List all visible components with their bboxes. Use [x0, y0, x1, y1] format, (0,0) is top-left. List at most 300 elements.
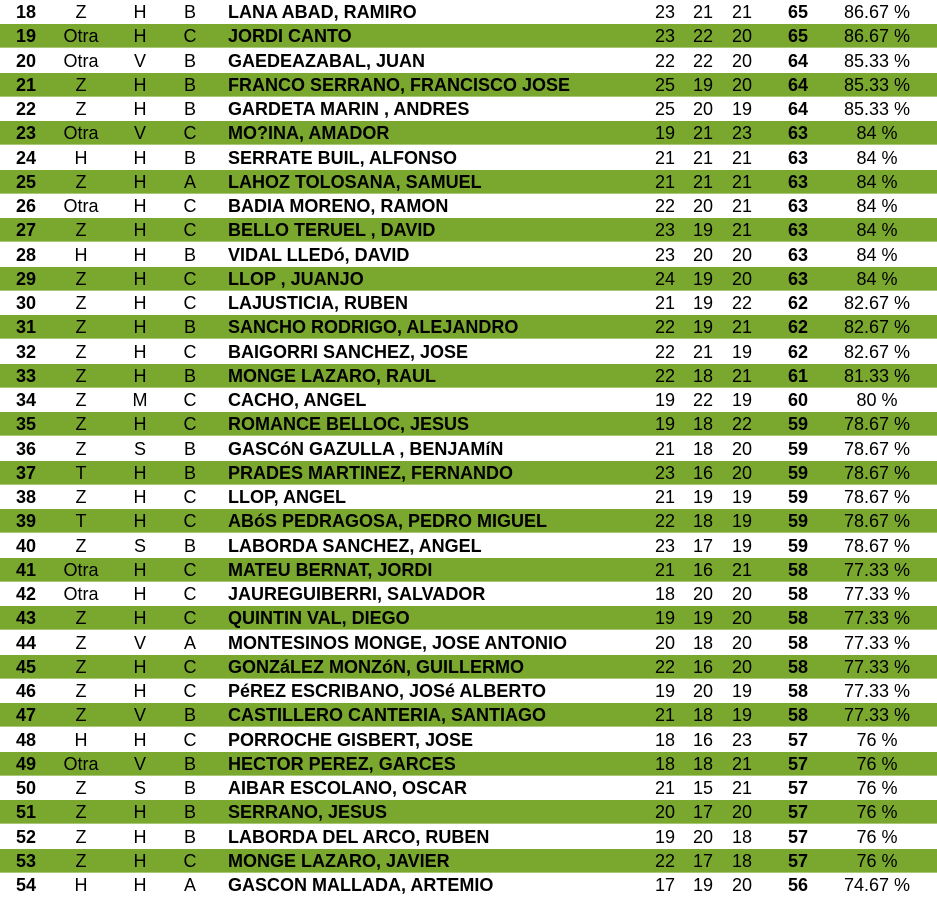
score-1-cell: 21 — [654, 559, 676, 580]
total-score-cell: 63 — [787, 244, 809, 265]
total-score-cell: 59 — [787, 487, 809, 507]
score-2-cell: 16 — [692, 729, 714, 750]
position-cell: 54 — [15, 875, 37, 895]
position-cell: 46 — [15, 681, 37, 701]
group-cell: B — [183, 462, 196, 483]
participant-name: HECTOR PEREZ, GARCES — [228, 753, 456, 774]
sex-cell: H — [133, 99, 147, 119]
table-row — [0, 606, 937, 630]
score-1-cell: 20 — [654, 632, 676, 653]
sex-cell: H — [133, 584, 147, 604]
score-2-cell: 19 — [692, 74, 714, 95]
sex-cell: S — [133, 438, 146, 459]
group-cell: B — [183, 99, 196, 119]
percentage-cell: 84 % — [856, 196, 898, 216]
score-1-cell: 22 — [654, 511, 676, 532]
total-score-cell: 64 — [787, 74, 809, 95]
percentage-cell: 85.33 % — [843, 74, 911, 95]
participant-name: ROMANCE BELLOC, JESUS — [228, 414, 470, 435]
score-2-cell: 21 — [692, 123, 714, 144]
participant-name: MONTESINOS MONGE, JOSE ANTONIO — [228, 632, 568, 653]
table-row — [0, 461, 937, 485]
score-1-cell: 21 — [654, 171, 676, 192]
score-1-cell: 18 — [654, 753, 676, 774]
score-3-cell: 21 — [731, 147, 753, 168]
participant-name: GARDETA MARIN , ANDRES — [228, 99, 470, 119]
score-2-cell: 22 — [692, 50, 714, 71]
score-2-cell: 16 — [692, 656, 714, 677]
group-cell: B — [183, 778, 196, 798]
table-row — [0, 267, 937, 291]
table-row — [0, 0, 937, 24]
group-cell: C — [183, 656, 197, 677]
total-score-cell: 63 — [787, 123, 809, 144]
position-cell: 52 — [15, 826, 37, 847]
score-1-cell: 24 — [654, 268, 676, 289]
table-row — [0, 146, 937, 170]
score-2-cell: 20 — [692, 196, 714, 216]
percentage-cell: 84 % — [856, 147, 898, 168]
score-1-cell: 19 — [654, 123, 676, 144]
score-1-cell: 19 — [654, 414, 676, 435]
score-2-cell: 19 — [692, 608, 714, 629]
total-score-cell: 59 — [787, 462, 809, 483]
group-cell: B — [183, 365, 196, 386]
participant-name: GASCóN GAZULLA , BENJAMíN — [228, 438, 504, 459]
percentage-cell: 76 % — [856, 850, 898, 871]
category-cell: H — [74, 147, 88, 168]
sex-cell: H — [133, 220, 147, 241]
category-cell: Z — [75, 778, 87, 798]
category-cell: Otra — [63, 26, 99, 47]
sex-cell: H — [133, 681, 147, 701]
participant-name: MONGE LAZARO, JAVIER — [228, 850, 450, 871]
category-cell: Z — [75, 341, 87, 362]
sex-cell: H — [133, 147, 147, 168]
score-3-cell: 20 — [731, 74, 753, 95]
participant-name: BADIA MORENO, RAMON — [228, 196, 449, 216]
score-3-cell: 20 — [731, 244, 753, 265]
position-cell: 19 — [15, 26, 37, 47]
position-cell: 31 — [15, 317, 37, 338]
category-cell: Otra — [63, 50, 99, 71]
participant-name: FRANCO SERRANO, FRANCISCO JOSE — [228, 74, 571, 95]
percentage-cell: 84 % — [856, 123, 898, 144]
participant-name: VIDAL LLEDó, DAVID — [228, 244, 410, 265]
category-cell: H — [74, 244, 88, 265]
participant-name: LAHOZ TOLOSANA, SAMUEL — [228, 171, 482, 192]
total-score-cell: 62 — [787, 317, 809, 338]
sex-cell: H — [133, 462, 147, 483]
category-cell: Z — [75, 487, 87, 507]
position-cell: 39 — [15, 511, 37, 532]
category-cell: Z — [75, 850, 87, 871]
score-2-cell: 20 — [692, 99, 714, 119]
score-2-cell: 18 — [692, 438, 714, 459]
category-cell: Otra — [63, 753, 99, 774]
total-score-cell: 58 — [787, 705, 809, 726]
score-2-cell: 21 — [692, 341, 714, 362]
score-3-cell: 21 — [731, 559, 753, 580]
sex-cell: H — [133, 802, 147, 823]
category-cell: Z — [75, 705, 87, 726]
score-3-cell: 21 — [731, 317, 753, 338]
percentage-cell: 78.67 % — [843, 535, 911, 556]
percentage-cell: 77.33 % — [843, 584, 911, 604]
group-cell: B — [183, 317, 196, 338]
table-row — [0, 412, 937, 436]
score-2-cell: 22 — [692, 26, 714, 47]
group-cell: C — [183, 681, 197, 701]
score-2-cell: 17 — [692, 802, 714, 823]
table-row — [0, 631, 937, 655]
table-row — [0, 49, 937, 73]
category-cell: Z — [75, 74, 87, 95]
total-score-cell: 63 — [787, 268, 809, 289]
percentage-cell: 84 % — [856, 268, 898, 289]
score-1-cell: 21 — [654, 293, 676, 313]
sex-cell: H — [133, 826, 147, 847]
table-row — [0, 315, 937, 339]
total-score-cell: 63 — [787, 147, 809, 168]
participant-name: LAJUSTICIA, RUBEN — [228, 293, 409, 313]
group-cell: C — [183, 487, 197, 507]
score-2-cell: 20 — [692, 584, 714, 604]
score-3-cell: 20 — [731, 875, 753, 895]
group-cell: B — [183, 802, 196, 823]
category-cell: T — [75, 462, 87, 483]
score-2-cell: 20 — [692, 681, 714, 701]
score-3-cell: 18 — [731, 850, 753, 871]
percentage-cell: 74.67 % — [843, 875, 911, 895]
group-cell: A — [183, 875, 196, 895]
total-score-cell: 58 — [787, 656, 809, 677]
score-1-cell: 23 — [654, 244, 676, 265]
participant-name: MONGE LAZARO, RAUL — [228, 365, 436, 386]
score-1-cell: 22 — [654, 850, 676, 871]
percentage-cell: 78.67 % — [843, 438, 911, 459]
score-3-cell: 21 — [731, 2, 753, 22]
score-3-cell: 21 — [731, 220, 753, 241]
position-cell: 49 — [15, 753, 37, 774]
total-score-cell: 63 — [787, 220, 809, 241]
group-cell: B — [183, 753, 196, 774]
group-cell: C — [183, 390, 197, 410]
group-cell: C — [183, 559, 197, 580]
score-3-cell: 20 — [731, 50, 753, 71]
participant-name: JAUREGUIBERRI, SALVADOR — [228, 584, 486, 604]
score-3-cell: 20 — [731, 26, 753, 47]
score-1-cell: 21 — [654, 705, 676, 726]
score-2-cell: 21 — [692, 2, 714, 22]
sex-cell: H — [133, 2, 147, 22]
score-1-cell: 25 — [654, 74, 676, 95]
score-2-cell: 18 — [692, 632, 714, 653]
sex-cell: V — [133, 753, 146, 774]
sex-cell: H — [133, 244, 147, 265]
group-cell: B — [183, 826, 196, 847]
percentage-cell: 78.67 % — [843, 487, 911, 507]
category-cell: Z — [75, 802, 87, 823]
table-row — [0, 340, 937, 364]
total-score-cell: 63 — [787, 171, 809, 192]
score-3-cell: 19 — [731, 99, 753, 119]
table-row — [0, 121, 937, 145]
score-3-cell: 20 — [731, 268, 753, 289]
score-3-cell: 23 — [731, 123, 753, 144]
position-cell: 29 — [15, 268, 37, 289]
participant-name: SERRANO, JESUS — [228, 802, 388, 823]
percentage-cell: 81.33 % — [843, 365, 911, 386]
sex-cell: H — [133, 850, 147, 871]
score-2-cell: 18 — [692, 365, 714, 386]
table-row — [0, 437, 937, 461]
score-1-cell: 23 — [654, 220, 676, 241]
table-row — [0, 170, 937, 194]
position-cell: 32 — [15, 341, 37, 362]
table-row — [0, 291, 937, 315]
participant-name: LABORDA SANCHEZ, ANGEL — [228, 535, 482, 556]
score-2-cell: 17 — [692, 850, 714, 871]
table-row — [0, 534, 937, 558]
total-score-cell: 57 — [787, 753, 809, 774]
participant-name: ABóS PEDRAGOSA, PEDRO MIGUEL — [228, 511, 548, 532]
position-cell: 37 — [15, 462, 37, 483]
percentage-cell: 85.33 % — [843, 99, 911, 119]
sex-cell: H — [133, 341, 147, 362]
group-cell: B — [183, 2, 196, 22]
score-3-cell: 19 — [731, 487, 753, 507]
score-3-cell: 20 — [731, 438, 753, 459]
total-score-cell: 59 — [787, 511, 809, 532]
group-cell: B — [183, 147, 196, 168]
participant-name: BAIGORRI SANCHEZ, JOSE — [228, 341, 469, 362]
score-2-cell: 20 — [692, 244, 714, 265]
score-1-cell: 19 — [654, 608, 676, 629]
group-cell: B — [183, 74, 196, 95]
score-2-cell: 20 — [692, 826, 714, 847]
group-cell: B — [183, 244, 196, 265]
group-cell: C — [183, 341, 197, 362]
group-cell: C — [183, 220, 197, 241]
category-cell: Z — [75, 632, 87, 653]
position-cell: 26 — [15, 196, 37, 216]
category-cell: H — [74, 875, 88, 895]
category-cell: Z — [75, 656, 87, 677]
percentage-cell: 77.33 % — [843, 656, 911, 677]
score-2-cell: 18 — [692, 414, 714, 435]
score-2-cell: 22 — [692, 390, 714, 410]
position-cell: 30 — [15, 293, 37, 313]
percentage-cell: 86.67 % — [843, 26, 911, 47]
percentage-cell: 82.67 % — [843, 317, 911, 338]
percentage-cell: 78.67 % — [843, 414, 911, 435]
total-score-cell: 57 — [787, 850, 809, 871]
total-score-cell: 63 — [787, 196, 809, 216]
participant-name: AIBAR ESCOLANO, OSCAR — [228, 778, 468, 798]
score-2-cell: 19 — [692, 268, 714, 289]
sex-cell: H — [133, 74, 147, 95]
position-cell: 28 — [15, 244, 37, 265]
percentage-cell: 78.67 % — [843, 462, 911, 483]
score-3-cell: 20 — [731, 608, 753, 629]
position-cell: 22 — [15, 99, 37, 119]
score-2-cell: 16 — [692, 559, 714, 580]
category-cell: Z — [75, 317, 87, 338]
group-cell: C — [183, 584, 197, 604]
score-3-cell: 20 — [731, 462, 753, 483]
score-1-cell: 19 — [654, 826, 676, 847]
score-2-cell: 19 — [692, 293, 714, 313]
sex-cell: H — [133, 171, 147, 192]
category-cell: Otra — [63, 559, 99, 580]
score-3-cell: 20 — [731, 656, 753, 677]
position-cell: 20 — [15, 50, 37, 71]
score-1-cell: 22 — [654, 656, 676, 677]
sex-cell: H — [133, 317, 147, 338]
participant-name: GONZáLEZ MONZóN, GUILLERMO — [228, 656, 524, 677]
participant-name: LLOP, ANGEL — [228, 487, 347, 507]
participant-name: JORDI CANTO — [228, 26, 352, 47]
position-cell: 48 — [15, 729, 37, 750]
table-row — [0, 703, 937, 727]
category-cell: Z — [75, 2, 87, 22]
sex-cell: H — [133, 559, 147, 580]
group-cell: C — [183, 293, 197, 313]
table-row — [0, 776, 937, 800]
total-score-cell: 59 — [787, 438, 809, 459]
score-3-cell: 19 — [731, 341, 753, 362]
position-cell: 45 — [15, 656, 37, 677]
score-1-cell: 22 — [654, 341, 676, 362]
score-3-cell: 21 — [731, 196, 753, 216]
score-3-cell: 21 — [731, 171, 753, 192]
percentage-cell: 77.33 % — [843, 632, 911, 653]
score-3-cell: 20 — [731, 584, 753, 604]
group-cell: C — [183, 608, 197, 629]
position-cell: 50 — [15, 778, 37, 798]
total-score-cell: 58 — [787, 608, 809, 629]
position-cell: 47 — [15, 705, 37, 726]
table-row — [0, 655, 937, 679]
percentage-cell: 76 % — [856, 753, 898, 774]
score-1-cell: 23 — [654, 535, 676, 556]
group-cell: C — [183, 729, 197, 750]
score-3-cell: 19 — [731, 535, 753, 556]
group-cell: A — [183, 171, 196, 192]
score-2-cell: 18 — [692, 705, 714, 726]
table-row — [0, 218, 937, 242]
score-1-cell: 19 — [654, 390, 676, 410]
total-score-cell: 56 — [787, 875, 809, 895]
participant-name: LANA ABAD, RAMIRO — [228, 2, 417, 22]
participant-name: CASTILLERO CANTERIA, SANTIAGO — [228, 705, 546, 726]
category-cell: Z — [75, 535, 87, 556]
group-cell: C — [183, 123, 197, 144]
category-cell: Otra — [63, 196, 99, 216]
participant-name: GASCON MALLADA, ARTEMIO — [228, 875, 494, 895]
position-cell: 21 — [15, 74, 37, 95]
category-cell: Z — [75, 438, 87, 459]
participant-name: QUINTIN VAL, DIEGO — [228, 608, 410, 629]
score-3-cell: 18 — [731, 826, 753, 847]
sex-cell: M — [132, 390, 148, 410]
category-cell: Z — [75, 390, 87, 410]
sex-cell: H — [133, 608, 147, 629]
position-cell: 23 — [15, 123, 37, 144]
total-score-cell: 65 — [787, 2, 809, 22]
participant-name: PRADES MARTINEZ, FERNANDO — [228, 462, 514, 483]
group-cell: C — [183, 26, 197, 47]
position-cell: 42 — [15, 584, 37, 604]
score-2-cell: 21 — [692, 147, 714, 168]
participant-name: SERRATE BUIL, ALFONSO — [228, 147, 457, 168]
score-1-cell: 21 — [654, 438, 676, 459]
table-row — [0, 243, 937, 267]
sex-cell: H — [133, 26, 147, 47]
total-score-cell: 60 — [787, 390, 809, 410]
score-2-cell: 19 — [692, 220, 714, 241]
total-score-cell: 58 — [787, 559, 809, 580]
group-cell: B — [183, 705, 196, 726]
score-2-cell: 19 — [692, 317, 714, 338]
group-cell: C — [183, 268, 197, 289]
table-row — [0, 752, 937, 776]
sex-cell: H — [133, 487, 147, 507]
category-cell: Z — [75, 608, 87, 629]
sex-cell: V — [133, 50, 146, 71]
group-cell: A — [183, 632, 196, 653]
percentage-cell: 76 % — [856, 778, 898, 798]
percentage-cell: 80 % — [856, 390, 898, 410]
total-score-cell: 61 — [787, 365, 809, 386]
position-cell: 35 — [15, 414, 37, 435]
total-score-cell: 64 — [787, 50, 809, 71]
category-cell: Otra — [63, 123, 99, 144]
position-cell: 43 — [15, 608, 37, 629]
total-score-cell: 58 — [787, 681, 809, 701]
position-cell: 36 — [15, 438, 37, 459]
score-3-cell: 19 — [731, 705, 753, 726]
sex-cell: H — [133, 365, 147, 386]
table-row — [0, 388, 937, 412]
table-row — [0, 873, 937, 897]
total-score-cell: 58 — [787, 632, 809, 653]
position-cell: 18 — [15, 2, 37, 22]
percentage-cell: 77.33 % — [843, 608, 911, 629]
score-1-cell: 22 — [654, 317, 676, 338]
percentage-cell: 77.33 % — [843, 681, 911, 701]
total-score-cell: 62 — [787, 341, 809, 362]
position-cell: 40 — [15, 535, 37, 556]
score-1-cell: 18 — [654, 584, 676, 604]
position-cell: 44 — [15, 632, 37, 653]
table-row — [0, 24, 937, 48]
participant-name: SANCHO RODRIGO, ALEJANDRO — [228, 317, 519, 338]
participant-name: CACHO, ANGEL — [228, 390, 367, 410]
category-cell: H — [74, 729, 88, 750]
category-cell: Z — [75, 268, 87, 289]
percentage-cell: 84 % — [856, 171, 898, 192]
sex-cell: H — [133, 656, 147, 677]
total-score-cell: 59 — [787, 414, 809, 435]
group-cell: B — [183, 50, 196, 71]
score-2-cell: 15 — [692, 778, 714, 798]
score-3-cell: 19 — [731, 681, 753, 701]
table-row — [0, 558, 937, 582]
score-3-cell: 19 — [731, 511, 753, 532]
total-score-cell: 65 — [787, 26, 809, 47]
